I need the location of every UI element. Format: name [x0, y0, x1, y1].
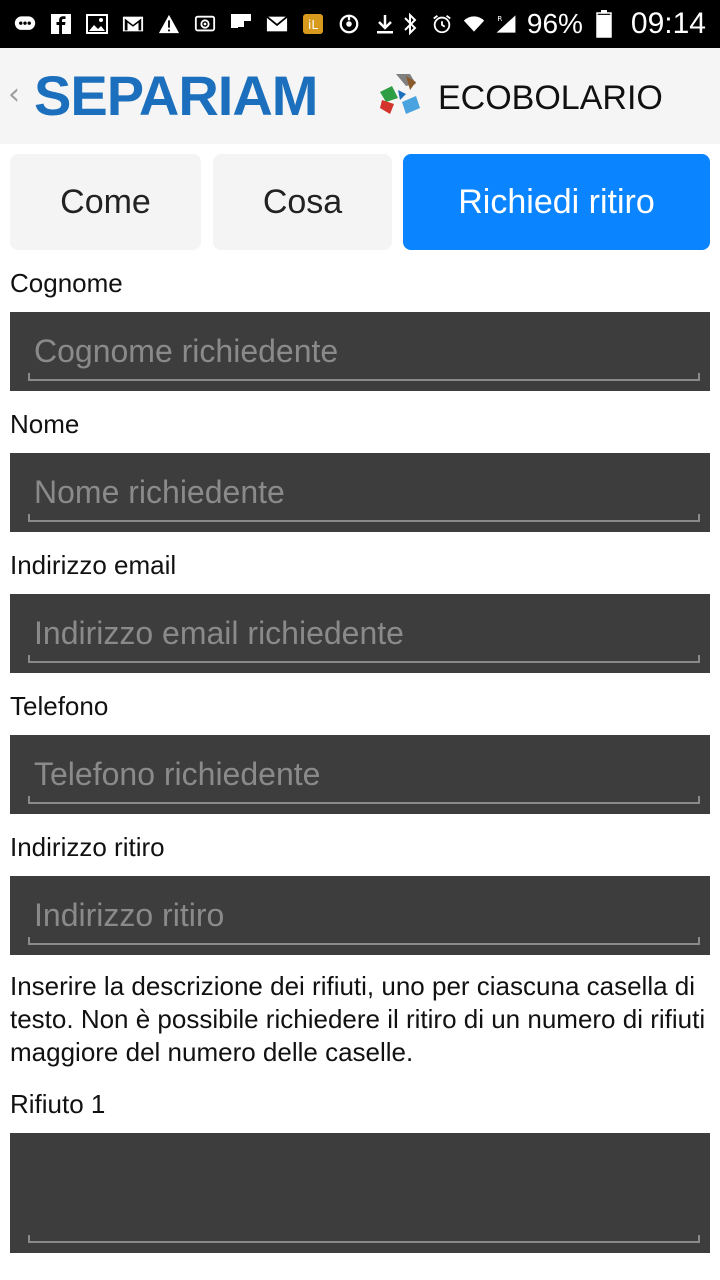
- nome-input[interactable]: [10, 453, 710, 532]
- gmail-icon: [122, 13, 144, 35]
- tab-richiedi-ritiro[interactable]: Richiedi ritiro: [403, 154, 710, 250]
- chat-icon: [14, 13, 36, 35]
- nome-field-box: [10, 453, 710, 532]
- flipboard-icon: [230, 13, 252, 35]
- facebook-icon: [50, 13, 72, 35]
- telefono-field-box: [10, 735, 710, 814]
- svg-text:R: R: [497, 13, 503, 23]
- image-icon: [86, 13, 108, 35]
- logo-text: SEPARIAM: [34, 64, 318, 127]
- app-header: [0, 48, 720, 144]
- status-bar: [0, 0, 720, 48]
- notification-icons: [14, 8, 396, 40]
- email-label: Indirizzo email: [10, 550, 177, 580]
- indirizzo-ritiro-field-box: [10, 876, 710, 955]
- wifi-icon: [463, 13, 485, 35]
- bluetooth-icon: [399, 13, 421, 35]
- system-icons: [399, 6, 706, 42]
- cognome-label: Cognome: [10, 268, 123, 298]
- warning-icon: [158, 13, 180, 35]
- indirizzo-ritiro-label: Indirizzo ritiro: [10, 832, 165, 862]
- tab-cosa[interactable]: Cosa: [213, 154, 392, 250]
- nome-label: Nome: [10, 409, 80, 439]
- battery-icon: [593, 13, 615, 35]
- cast-icon: [194, 13, 216, 35]
- mail-icon: [266, 13, 288, 35]
- rifiuti-instructions: Inserire la descrizione dei rifiuti, uno per ciascuna casella di testo. Non è possibile richiedere il ritiro di un numero di rifiuti maggiore del numero delle caselle.: [10, 971, 706, 1067]
- download-icon: [374, 13, 396, 35]
- cognome-input[interactable]: [10, 312, 710, 391]
- page-title: ECOBOLARIO: [438, 79, 663, 117]
- rifiuto-1-label: Rifiuto 1: [10, 1089, 106, 1119]
- recycle-logo-icon: [376, 72, 422, 118]
- alarm-icon: [431, 13, 453, 35]
- sync-icon: [338, 13, 360, 35]
- tab-come[interactable]: Come: [10, 154, 201, 250]
- app-badge-icon: [302, 13, 324, 35]
- svg-text:iL: iL: [307, 18, 319, 32]
- back-chevron-icon[interactable]: ‹: [8, 77, 20, 112]
- telefono-input[interactable]: [10, 735, 710, 814]
- rifiuto-1-field-box: [10, 1133, 710, 1253]
- signal-icon: [495, 13, 517, 35]
- clock: 09:14: [630, 7, 706, 40]
- battery-percent: 96%: [526, 8, 583, 39]
- telefono-label: Telefono: [10, 691, 109, 721]
- rifiuto-1-textarea[interactable]: [10, 1133, 710, 1253]
- email-input[interactable]: [10, 594, 710, 673]
- email-field-box: [10, 594, 710, 673]
- indirizzo-ritiro-input[interactable]: [10, 876, 710, 955]
- tab-bar: [10, 154, 710, 250]
- cognome-field-box: [10, 312, 710, 391]
